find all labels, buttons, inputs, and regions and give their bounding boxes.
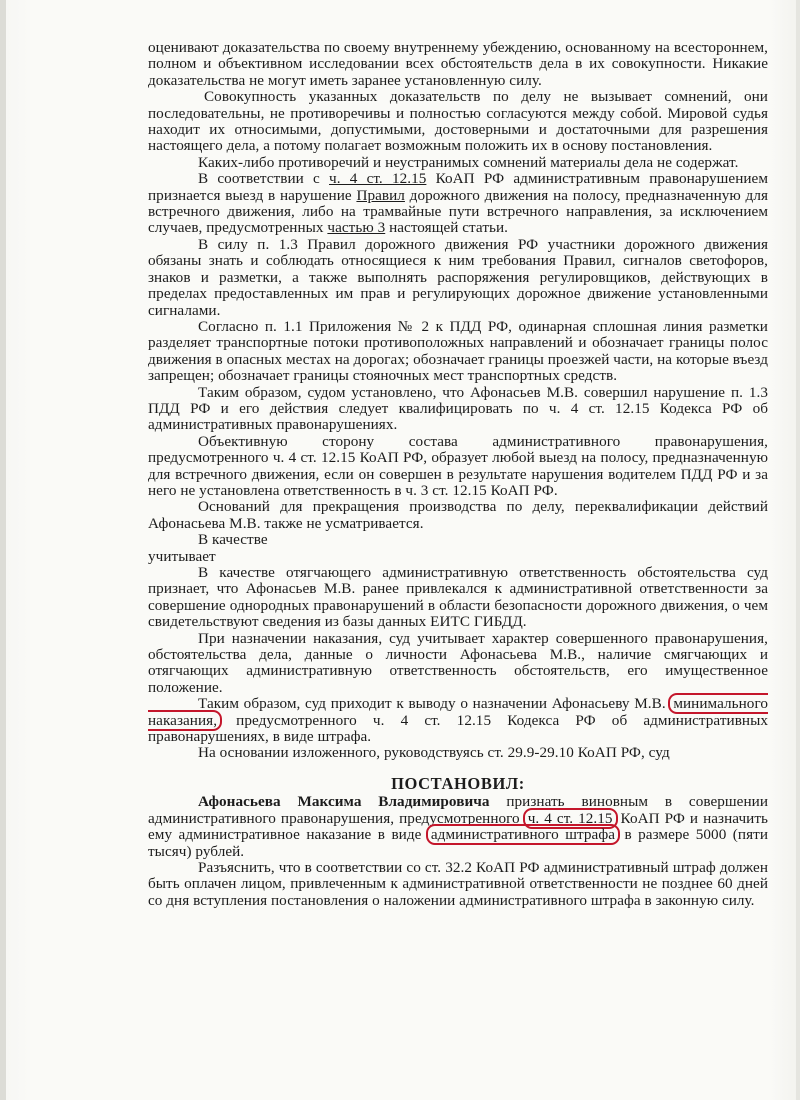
paragraph-based-on: На основании изложенного, руководствуясь ст. 29.9-29.10 КоАП РФ, суд xyxy=(198,744,670,762)
paragraph-explanation: Разъяснить, что в соответствии со ст. 32.2 КоАП РФ административный штраф должен быть оплачен лицом, привлеченным к административной ответственности не позднее 60 дней со дня вступления постановления о наложении административного штрафа в законную силу. xyxy=(148,858,768,909)
paragraph-fragment-1: В качестве xyxy=(198,531,268,549)
link-part-3[interactable]: частью 3 xyxy=(327,219,386,237)
paragraph-verdict: Афонасьева Максима Владимировича признать виновным в совершении административного правонарушения, предусмотренного ч. 4 ст. 12.15 КоАП РФ и назначить ему административное наказание в виде административного штрафа в размере 5000 (пяти тысяч) рублей. xyxy=(148,793,769,860)
annotation-circle-fine: административного штрафа xyxy=(426,824,620,845)
annotation-circle-minimal-penalty: минимального наказания, xyxy=(148,695,768,729)
paragraph-aggravating: В качестве отягчающего административную ответственность обстоятельства суд признает, что Афонасьев М.В. ранее привлекался к административной ответственности за совершение однородных правонарушений в области безопасности дорожного движения, о чем свидетельствуют сведения из базы данных ЕИТС ГИБДД. xyxy=(148,564,768,631)
paragraph-article-12-15: В соответствии с ч. 4 ст. 12.15 КоАП РФ административным правонарушением признается выезд в нарушение Правил дорожного движения на полосу, предназначенную для встречного движения, либо на трамвайные пути встречного направления, за исключением случаев, предусмотренных частью 3 настоящей статьи. xyxy=(148,170,768,237)
defendant-name: Афонасьева Максима Владимировича xyxy=(198,793,490,811)
document-body xyxy=(148,40,768,909)
paragraph-established: Таким образом, судом установлено, что Афонасьев М.В. совершил нарушение п. 1.3 ПДД РФ и его действия следует квалифицировать по ч. 4 ст. 12.15 Кодекса РФ об административных правонарушениях. xyxy=(148,383,768,434)
resolution-title: ПОСТАНОВИЛ: xyxy=(391,773,525,793)
paragraph-objective-side: Объективную сторону состава административного правонарушения, предусмотренного ч. 4 ст. 12.15 КоАП РФ, образует любой выезд на полосу, предназначенную для встречного движения, если он совершен в результате нарушения водителем ПДД РФ и за него не установлена ответственность в ч. 3 ст. 12.15 КоАП РФ. xyxy=(148,432,768,499)
annotation-circle-article: ч. 4 ст. 12.15 xyxy=(523,808,618,829)
paragraph-conclusion: Таким образом, суд приходит к выводу о назначении Афонасьеву М.В. минимального наказания, предусмотренного ч. 4 ст. 12.15 Кодекса РФ об административных правонарушениях, в виде штрафа. xyxy=(148,695,768,746)
paragraph-evidence: Совокупность указанных доказательств по делу не вызывает сомнений, они последовательны, не противоречивы и полностью согласуются между собой. Мировой судья находит их относимыми, допустимыми, достоверными и достаточными для разрешения настоящего дела, а потому полагает возможным положить их в основу постановления. xyxy=(148,88,768,155)
paragraph-annex-2: Согласно п. 1.1 Приложения № 2 к ПДД РФ, одинарная сплошная линия разметки разделяет транспортные потоки противоположных направлений и обозначает границы полос движения в опасных местах на дорогах; обозначает границы проезжей части, на которые въезд запрещен; обозначает границы стояночных мест транспортных средств. xyxy=(148,317,768,385)
paragraph-sentencing: При назначении наказания, суд учитывает характер совершенного правонарушения, обстоятельства дела, данные о личности Афонасьева М.В., наличие смягчающих и отягчающих административную ответственность обстоятельств, его имущественное положение. xyxy=(148,629,768,696)
link-traffic-rules[interactable]: Правил xyxy=(356,186,405,204)
paragraph-fragment-2: учитывает xyxy=(148,547,216,565)
paragraph-evaluation: оценивают доказательства по своему внутреннему убеждению, основанному на всестороннем, полном и объективном исследовании всех обстоятельств дела в их совокупности. Никакие доказательства не могут иметь заранее установленную силу. xyxy=(148,39,768,89)
scan-right-edge xyxy=(796,0,800,1100)
scan-left-edge xyxy=(0,0,6,1100)
paragraph-rule-1-3: В силу п. 1.3 Правил дорожного движения РФ участники дорожного движения обязаны знать и соблюдать относящиеся к ним требования Правил, сигналов светофоров, знаков и разметки, а также выполнять распоряжения регулировщиков, действующих в пределах предоставленных им прав и регулирующих дорожное движение установленными сигналами. xyxy=(148,235,768,319)
paragraph-no-grounds: Оснований для прекращения производства по делу, переквалификации действий Афонасьева М.В. также не усматривается. xyxy=(148,498,768,532)
link-article-12-15[interactable]: ч. 4 ст. 12.15 xyxy=(329,170,427,188)
paragraph-no-contradictions: Каких-либо противоречий и неустранимых сомнений материалы дела не содержат. xyxy=(198,153,739,171)
